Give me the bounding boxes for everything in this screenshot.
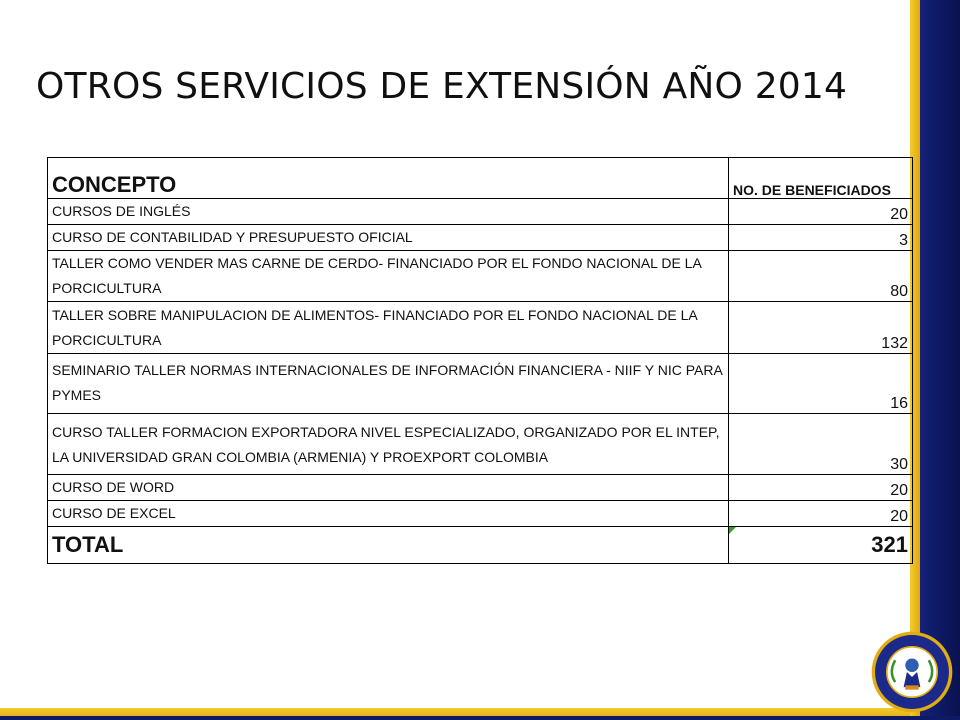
- beneficiaries-cell: 80: [729, 251, 913, 302]
- extension-services-table: [47, 157, 913, 564]
- total-label: TOTAL: [48, 527, 729, 564]
- concept-cell: SEMINARIO TALLER NORMAS INTERNACIONALES DE INFORMACIÓN FINANCIERA - NIIF Y NIC PARA PYMES: [48, 354, 729, 414]
- beneficiaries-cell: 132: [729, 302, 913, 354]
- concept-cell: CURSO DE CONTABILIDAD Y PRESUPUESTO OFICIAL: [48, 225, 729, 251]
- beneficiaries-cell: 20: [729, 501, 913, 527]
- slide-bottom-navy-band: [0, 716, 960, 720]
- table-row: [48, 414, 913, 475]
- concept-cell: CURSO DE EXCEL: [48, 501, 729, 527]
- header-concept: CONCEPTO: [48, 158, 729, 199]
- table-row: [48, 475, 913, 501]
- beneficiaries-cell: 16: [729, 354, 913, 414]
- table-row: [48, 354, 913, 414]
- header-beneficiaries: NO. DE BENEFICIADOS: [729, 158, 913, 199]
- table-header-row: [48, 158, 913, 199]
- cell-marker-icon: [729, 527, 736, 534]
- concept-cell: TALLER COMO VENDER MAS CARNE DE CERDO- FINANCIADO POR EL FONDO NACIONAL DE LA PORCICULTURA: [48, 251, 729, 302]
- concept-cell: TALLER SOBRE MANIPULACION DE ALIMENTOS- FINANCIADO POR EL FONDO NACIONAL DE LA PORCICULTURA: [48, 302, 729, 354]
- beneficiaries-cell: 20: [729, 475, 913, 501]
- table-row: [48, 225, 913, 251]
- table-row: [48, 302, 913, 354]
- total-value: 321: [871, 532, 908, 557]
- table-row: [48, 251, 913, 302]
- beneficiaries-cell: 20: [729, 199, 913, 225]
- total-cell: [729, 527, 913, 564]
- table-row: [48, 199, 913, 225]
- slide-title: OTROS SERVICIOS DE EXTENSIÓN AÑO 2014: [36, 66, 848, 107]
- concept-cell: CURSOS DE INGLÉS: [48, 199, 729, 225]
- table-row: [48, 501, 913, 527]
- concept-cell: CURSO DE WORD: [48, 475, 729, 501]
- institution-seal-icon: [870, 630, 954, 714]
- table-total-row: [48, 527, 913, 564]
- concept-cell: CURSO TALLER FORMACION EXPORTADORA NIVEL ESPECIALIZADO, ORGANIZADO POR EL INTEP, LA UNIVERSIDAD GRAN COLOMBIA (ARMENIA) Y PROEXPORT COLOMBIA: [48, 414, 729, 475]
- beneficiaries-cell: 30: [729, 414, 913, 475]
- beneficiaries-cell: 3: [729, 225, 913, 251]
